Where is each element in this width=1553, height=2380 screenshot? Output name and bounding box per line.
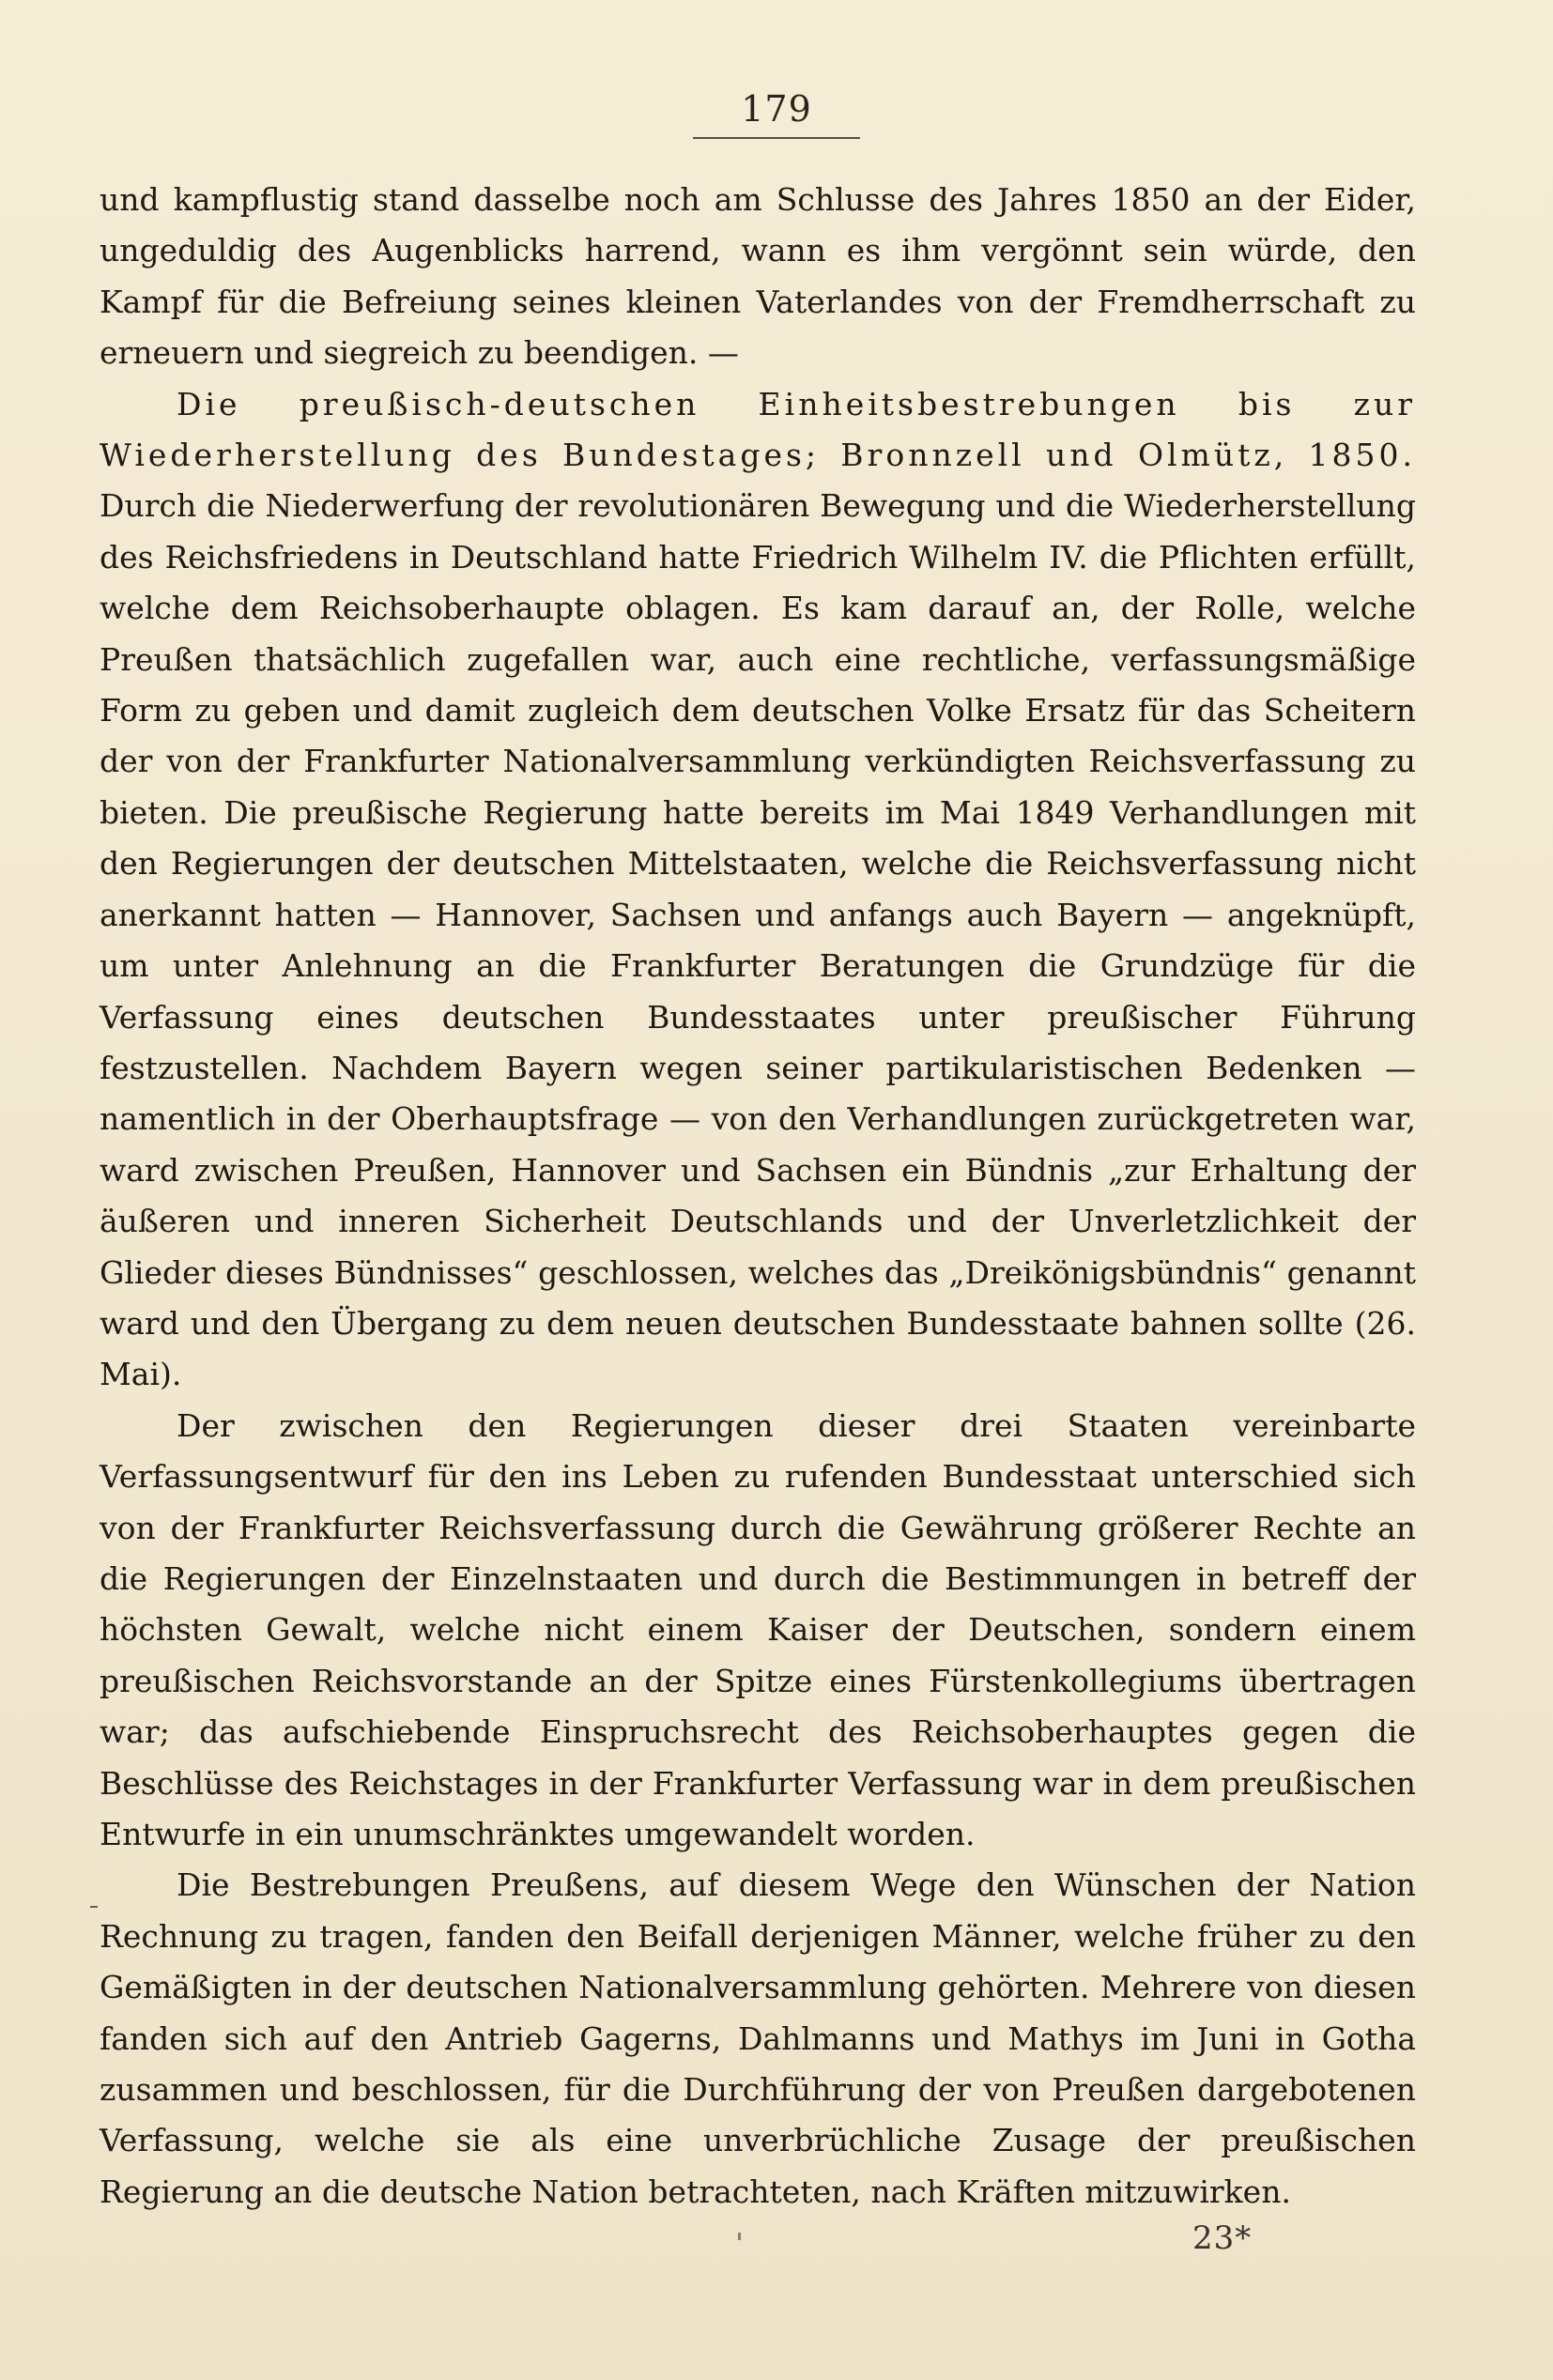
paragraph-4-text: Die Bestrebungen Preußens, auf diesem Wege den Wünschen der Nation Rechnung zu tragen, fanden den Beifall derjenigen Männer, welche früher zu den Gemäßigten in der deutschen Nationalversammlung gehörten. Mehrere von diesen fanden sich auf den Antrieb Gagerns, Dahlmanns und Mathys im Juni in Gotha zusammen und beschlossen, für die Durchführung der von Preußen dargebotenen Verfassung, welche sie als eine unverbrüchliche Zusage der preußischen Regierung an die deutsche Nation betrachteten, nach Kräften mitzuwirken. xyxy=(100,1866,1416,2210)
paper-speck xyxy=(738,2233,741,2240)
body-text xyxy=(100,175,1416,2218)
paragraph-2-text: Durch die Niederwerfung der revolutionären Bewegung und die Wiederherstellung des Reichsfriedens in Deutschland hatte Friedrich Wilhelm IV. die Pflichten erfüllt, welche dem Reichsoberhaupte oblagen. Es kam darauf an, der Rolle, welche Preußen thatsächlich zugefallen war, auch eine rechtliche, verfassungsmäßige Form zu geben und damit zugleich dem deutschen Volke Ersatz für das Scheitern der von der Frankfurter Nationalversammlung verkündigten Reichsverfassung zu bieten. Die preußische Regierung hatte bereits im Mai 1849 Verhandlungen mit den Regierungen der deutschen Mittelstaaten, welche die Reichsverfassung nicht anerkannt hatten — Hannover, Sachsen und anfangs auch Bayern — angeknüpft, um unter Anlehnung an die Frankfurter Beratungen die Grundzüge für die Verfassung eines deutschen Bundesstaates unter preußischer Führung festzustellen. Nachdem Bayern wegen seiner partikularistischen Bedenken — namentlich in der Oberhauptsfrage — von den Verhandlungen zurückgetreten war, ward zwischen Preußen, Hannover und Sachsen ein Bündnis „zur Erhaltung der äußeren und inneren Sicherheit Deutschlands und der Unverletzlichkeit der Glieder dieses Bündnisses“ geschlossen, welches das „Dreikönigsbündnis“ genannt ward und den Übergang zu dem neuen deutschen Bundesstaate bahnen sollte (26. Mai). xyxy=(100,487,1416,1393)
paragraph-4 xyxy=(100,1860,1416,2218)
paragraph-2 xyxy=(100,379,1416,1401)
margin-mark xyxy=(90,1906,98,1908)
paragraph-1 xyxy=(100,175,1416,379)
signature-mark: 23* xyxy=(1192,2219,1253,2257)
paragraph-1-text: und kampflustig stand dasselbe noch am Schlusse des Jahres 1850 an der Eider, ungeduldig des Augenblicks harrend, wann es ihm vergönnt sein würde, den Kampf für die Befreiung seines kleinen Vaterlandes von der Fremdherrschaft zu erneuern und siegreich zu beendigen. — xyxy=(100,181,1416,372)
paragraph-3-text: Der zwischen den Regierungen dieser drei Staaten vereinbarte Verfassungsentwurf für den ins Leben zu rufenden Bundesstaat unterschied sich von der Frankfurter Reichsverfassung durch die Gewährung größerer Rechte an die Regierungen der Einzelnstaaten und durch die Bestimmungen in betreff der höchsten Gewalt, welche nicht einem Kaiser der Deutschen, sondern einem preußischen Reichsvorstande an der Spitze eines Fürstenkollegiums übertragen war; das aufschiebende Einspruchsrecht des Reichsoberhauptes gegen die Beschlüsse des Reichstages in der Frankfurter Verfassung war in dem preußischen Entwurfe in ein unumschränktes umgewandelt worden. xyxy=(100,1406,1416,1852)
section-heading: Die preußisch-deutschen Einheitsbestrebungen bis zur Wiederherstellung des Bundestages; Bronnzell und Olmütz, 1850. xyxy=(100,385,1416,474)
paragraph-3 xyxy=(100,1401,1416,1861)
page-number: 179 xyxy=(741,88,812,130)
header-rule xyxy=(693,137,860,139)
